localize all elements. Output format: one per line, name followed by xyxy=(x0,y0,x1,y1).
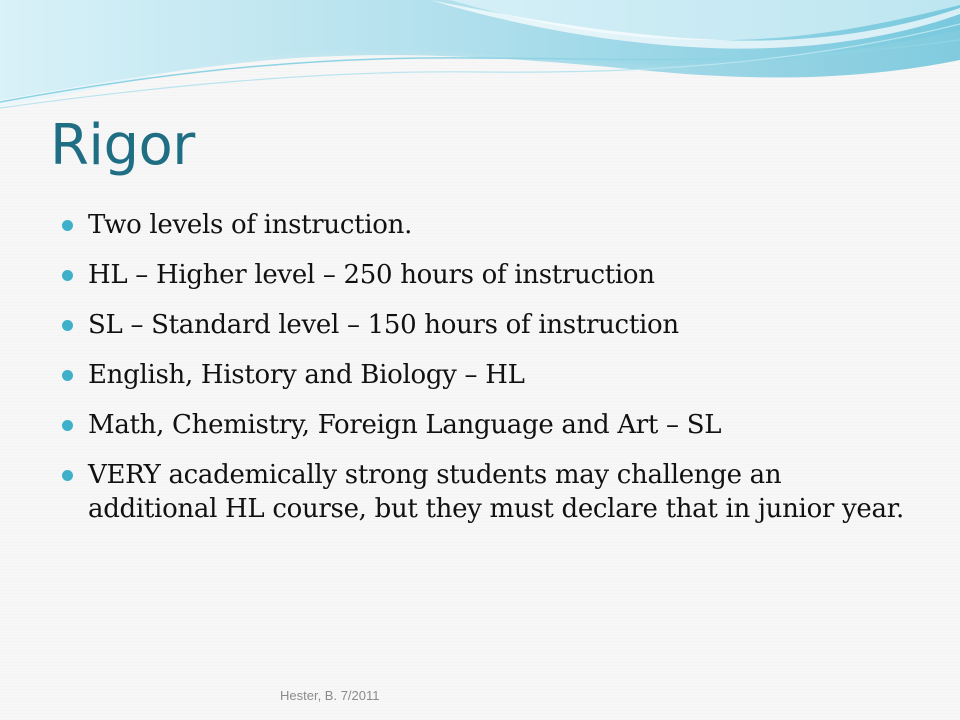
decorative-wave-header xyxy=(0,0,960,120)
bullet-item xyxy=(60,458,910,526)
bullet-text: VERY academically strong students may challenge an additional HL course, but they must declare that in junior year. xyxy=(88,460,904,524)
bullet-dot-icon xyxy=(62,270,73,281)
bullet-item xyxy=(60,208,910,242)
footer-author-date: Hester, B. 7/2011 xyxy=(280,688,380,703)
bullet-item xyxy=(60,308,910,342)
bullet-dot-icon xyxy=(62,220,73,231)
bullet-text: English, History and Biology – HL xyxy=(88,360,525,390)
bullet-item xyxy=(60,408,910,442)
bullet-dot-icon xyxy=(62,320,73,331)
bullet-item xyxy=(60,258,910,292)
bullet-item xyxy=(60,358,910,392)
bullet-dot-icon xyxy=(62,370,73,381)
bullet-dot-icon xyxy=(62,420,73,431)
bullet-list xyxy=(60,208,910,542)
bullet-text: SL – Standard level – 150 hours of instruction xyxy=(88,310,679,340)
bullet-text: Two levels of instruction. xyxy=(88,210,413,240)
bullet-text: HL – Higher level – 250 hours of instruction xyxy=(88,260,655,290)
bullet-dot-icon xyxy=(62,470,73,481)
bullet-text: Math, Chemistry, Foreign Language and Art – SL xyxy=(88,410,722,440)
slide-title: Rigor xyxy=(50,113,195,178)
